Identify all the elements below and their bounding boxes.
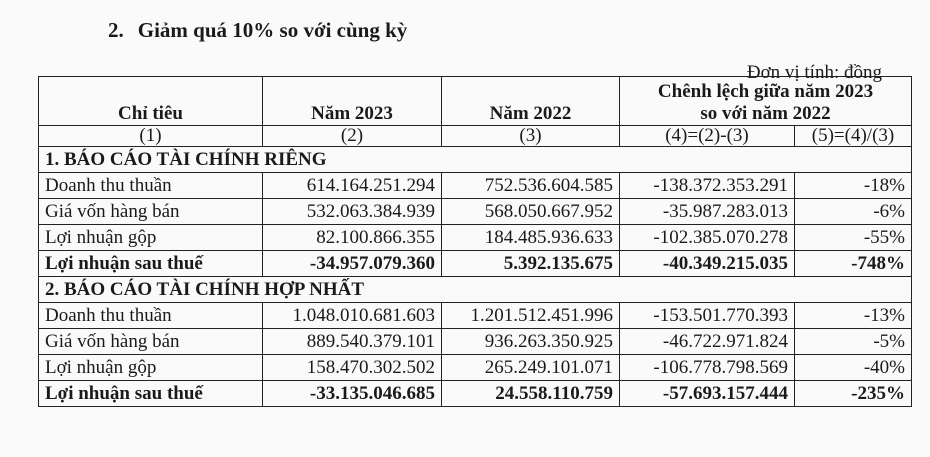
value-2022: 936.263.350.925 xyxy=(442,329,620,355)
value-2022: 1.201.512.451.996 xyxy=(442,303,620,329)
value-2023: 889.540.379.101 xyxy=(263,329,442,355)
value-2022: 5.392.135.675 xyxy=(442,251,620,277)
value-difference: -40.349.215.035 xyxy=(620,251,795,277)
value-2023: 158.470.302.502 xyxy=(263,355,442,381)
value-2023: 1.048.010.681.603 xyxy=(263,303,442,329)
table-row xyxy=(39,251,912,277)
value-percent: -6% xyxy=(795,199,912,225)
column-number-4: (4)=(2)-(3) xyxy=(620,126,795,147)
value-difference: -46.722.971.824 xyxy=(620,329,795,355)
value-difference: -153.501.770.393 xyxy=(620,303,795,329)
value-2022: 752.536.604.585 xyxy=(442,173,620,199)
table-row xyxy=(39,355,912,381)
row-label: Giá vốn hàng bán xyxy=(39,199,263,225)
value-2023: 532.063.384.939 xyxy=(263,199,442,225)
column-number-1: (1) xyxy=(39,126,263,147)
value-percent: -40% xyxy=(795,355,912,381)
row-label: Lợi nhuận gộp xyxy=(39,225,263,251)
value-2023: -33.135.046.685 xyxy=(263,381,442,407)
value-2023: 614.164.251.294 xyxy=(263,173,442,199)
row-label: Lợi nhuận gộp xyxy=(39,355,263,381)
table-row xyxy=(39,329,912,355)
section-title: Giảm quá 10% so với cùng kỳ xyxy=(137,18,408,42)
value-difference: -35.987.283.013 xyxy=(620,199,795,225)
value-percent: -748% xyxy=(795,251,912,277)
value-percent: -235% xyxy=(795,381,912,407)
column-number-2: (2) xyxy=(263,126,442,147)
value-difference: -57.693.157.444 xyxy=(620,381,795,407)
value-percent: -5% xyxy=(795,329,912,355)
unit-note: Đơn vị tính: đồng xyxy=(746,62,882,83)
value-difference: -106.778.798.569 xyxy=(620,355,795,381)
table-row xyxy=(39,225,912,251)
header-year-2023: Năm 2023 xyxy=(263,77,442,126)
value-2023: 82.100.866.355 xyxy=(263,225,442,251)
value-percent: -13% xyxy=(795,303,912,329)
value-2022: 568.050.667.952 xyxy=(442,199,620,225)
table-row xyxy=(39,173,912,199)
value-2022: 265.249.101.071 xyxy=(442,355,620,381)
header-difference xyxy=(620,77,912,126)
section-heading xyxy=(108,18,407,43)
table-row xyxy=(39,199,912,225)
row-label: Doanh thu thuần xyxy=(39,173,263,199)
value-percent: -55% xyxy=(795,225,912,251)
row-label: Doanh thu thuần xyxy=(39,303,263,329)
column-number-3: (3) xyxy=(442,126,620,147)
table-row xyxy=(39,303,912,329)
section-separate-title: 1. BÁO CÁO TÀI CHÍNH RIÊNG xyxy=(39,147,912,173)
financial-comparison-table xyxy=(38,76,912,407)
header-difference-line2: so với năm 2022 xyxy=(700,103,831,124)
header-difference-line1: Chênh lệch giữa năm 2023 xyxy=(657,81,874,102)
value-difference: -138.372.353.291 xyxy=(620,173,795,199)
table-row xyxy=(39,381,912,407)
value-2022: 24.558.110.759 xyxy=(442,381,620,407)
row-label: Lợi nhuận sau thuế xyxy=(39,251,263,277)
row-label: Lợi nhuận sau thuế xyxy=(39,381,263,407)
header-indicator: Chỉ tiêu xyxy=(39,77,263,126)
value-percent: -18% xyxy=(795,173,912,199)
header-year-2022: Năm 2022 xyxy=(442,77,620,126)
column-number-5: (5)=(4)/(3) xyxy=(795,126,912,147)
value-difference: -102.385.070.278 xyxy=(620,225,795,251)
value-2023: -34.957.079.360 xyxy=(263,251,442,277)
section-consolidated-title: 2. BÁO CÁO TÀI CHÍNH HỢP NHẤT xyxy=(39,277,912,303)
row-label: Giá vốn hàng bán xyxy=(39,329,263,355)
section-number: 2. xyxy=(108,18,124,42)
value-2022: 184.485.936.633 xyxy=(442,225,620,251)
